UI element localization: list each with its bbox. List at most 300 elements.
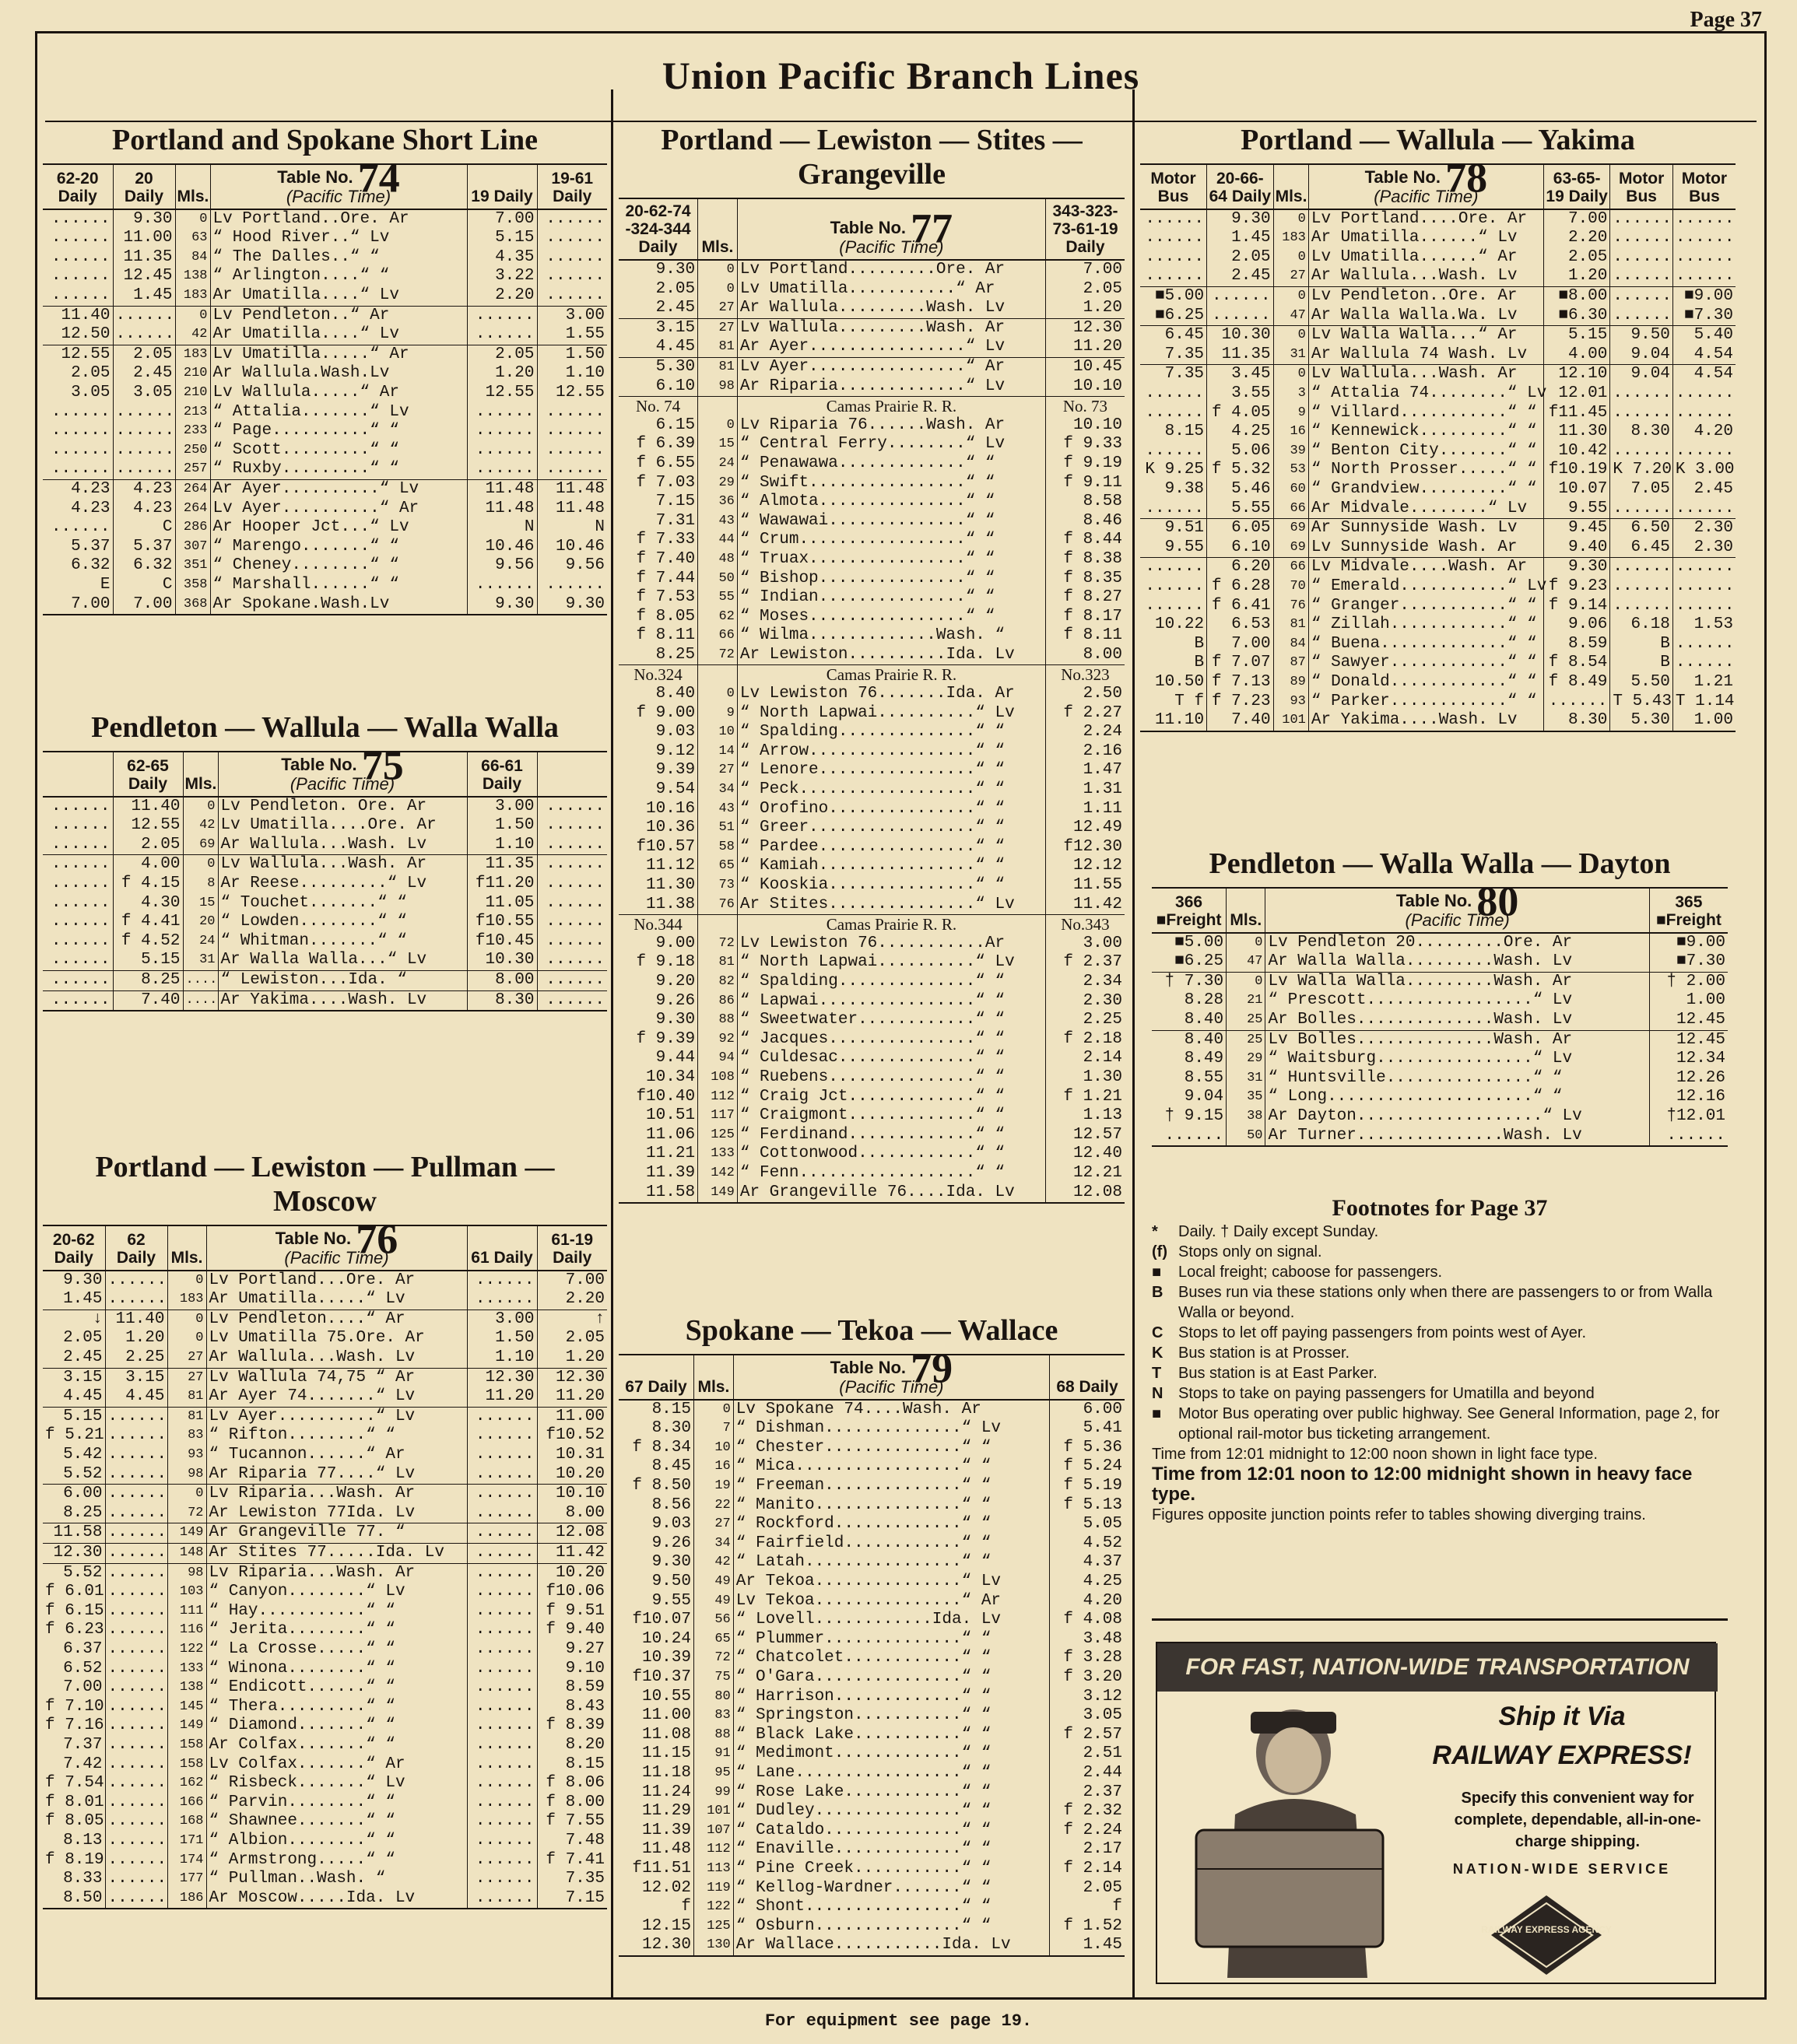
time-cell: K 9.25 [1145,461,1205,479]
time-cell: 6.37 [63,1639,103,1658]
miles-cell: 87 [1273,654,1308,673]
pacific-time-label: (Pacific Time) [286,186,391,206]
time-cell: ...... [1145,441,1205,460]
railway-express-logo-icon [1481,1892,1612,1978]
footnote-key: (f) [1152,1243,1167,1260]
time-cell: f 8.00 [537,1793,607,1813]
table-row [619,1706,1125,1726]
time-cell: f 5.13 [1050,1496,1125,1516]
table-number: 78 [1445,154,1488,202]
table-row [1140,500,1736,519]
time-cell: 2.25 [105,1348,167,1368]
station-cell: Lv Portland...Ore. Ar [206,1271,467,1291]
station-cell: “ Osburn...............“ “ [733,1917,1049,1937]
time-cell: ...... [113,441,175,461]
ad-line-2: RAILWAY EXPRESS! [1432,1741,1692,1770]
miles-cell: 81 [1273,615,1308,635]
footnotes [1152,1195,1728,1525]
miles-cell: 177 [167,1870,206,1889]
station-cell: “ Endicott......“ “ [206,1678,467,1698]
time-cell: ...... [1145,247,1205,266]
station-cell: “ O'Gara...............“ “ [733,1668,1049,1688]
time-cell: f 8.05 [45,1812,104,1831]
time-cell: 7.40 [113,990,183,1011]
station-cell: “ Shont................“ “ [733,1898,1049,1917]
table-row [619,1088,1125,1107]
table-row [619,723,1125,742]
time-cell: 8.40 [1152,1030,1227,1050]
table-name-header [733,1345,1049,1400]
time-cell: ...... [51,422,111,440]
table-row [1140,577,1736,597]
table-74-section [43,117,607,615]
miles-cell: 43 [698,512,738,531]
station-cell: “ Parvin........“ “ [206,1793,467,1813]
time-cell: 4.54 [1672,365,1736,384]
time-cell: E [100,575,111,594]
table-row [43,1736,607,1755]
miles-cell: 91 [693,1744,733,1764]
time-cell: 12.45 [113,267,175,286]
miles-cell: 122 [693,1898,733,1917]
column-header: Mls. [175,164,210,209]
column-header: 20 Daily [113,164,175,209]
time-cell: 11.48 [537,480,607,500]
time-cell: f10.55 [467,913,537,932]
table-row [619,1592,1125,1611]
time-cell: f 8.19 [45,1850,104,1869]
time-cell: 2.45 [63,1348,103,1367]
miles-cell: 112 [698,1088,738,1107]
footnote-item [1152,1242,1728,1262]
time-cell: ...... [1140,558,1207,577]
time-cell: ...... [467,1271,537,1291]
table-row [43,1329,607,1348]
time-cell: 9.45 [1543,519,1610,538]
miles-cell: 65 [698,857,738,876]
station-cell: Lv Midvale....Wash. Ar [1308,558,1543,577]
station-cell: Ar Umatilla....“ Lv [210,286,467,306]
table-row [619,588,1125,608]
table-row [619,512,1125,531]
time-cell: ...... [467,1602,537,1622]
time-cell: ...... [537,932,607,952]
ad-line-3: Specify this convenient way for complete, dependable, all-in-one-charge shipping. [1454,1790,1701,1850]
time-cell: 9.56 [537,556,607,576]
time-cell: f 8.27 [1045,588,1125,608]
table-row [619,1496,1125,1516]
time-cell: f 2.57 [1050,1726,1125,1745]
time-cell: ■7.30 [1649,952,1728,972]
station-cell: Ar Wallula.........Wash. Lv [737,299,1045,318]
miles-cell: 130 [693,1936,733,1956]
time-cell: 2.51 [1050,1744,1125,1764]
time-cell: 2.05 [71,364,111,383]
time-cell: No.324 [619,665,698,685]
footnote-item [1152,1383,1728,1404]
time-cell: 11.40 [43,306,113,325]
station-cell: “ Granger...........“ “ [1308,597,1543,616]
time-cell: 2.45 [655,299,696,317]
time-cell: ...... [537,971,607,991]
time-cell: 10.46 [467,538,537,557]
time-cell: 6.15 [655,415,696,434]
station-cell: Ar Yakima....Wash. Lv [218,990,467,1011]
column-header: 62 Daily [105,1225,167,1271]
time-cell: 1.50 [467,1329,537,1348]
table-row [1152,1069,1728,1089]
table-row [43,1774,607,1793]
table-row [1152,991,1728,1011]
table-row [43,816,607,836]
station-cell: Camas Prairie R. R. [737,665,1045,685]
time-cell: 3.22 [467,267,537,286]
station-cell: “ Plummer..............“ “ [733,1630,1049,1650]
station-cell: “ Villard...........“ “ [1308,404,1543,423]
time-cell: 9.04 [1610,345,1673,365]
miles-cell: 73 [698,876,738,896]
table-row [619,626,1125,646]
time-cell: 9.30 [63,1271,103,1289]
time-cell: 11.20 [537,1387,607,1407]
time-cell: ...... [51,951,111,969]
table-row [619,1821,1125,1841]
time-cell: N [467,518,537,538]
table-row [619,1649,1125,1668]
table-row [1140,248,1736,268]
station-cell: “ Armstrong.....“ “ [206,1851,467,1870]
table-row [619,819,1125,838]
miles-cell: 257 [175,460,210,479]
time-cell: 4.30 [113,894,183,913]
time-cell: No.323 [1045,665,1125,685]
miles-cell: 81 [698,357,738,377]
station-cell: “ Emerald...........“ Lv [1308,577,1543,597]
table-79-title: Spokane — Tekoa — Wallace [685,1314,1058,1347]
time-cell: 8.59 [537,1678,607,1698]
table-row [1140,480,1736,500]
miles-cell: 213 [175,403,210,422]
time-cell: 8.00 [537,1504,607,1523]
footnote-item [1152,1282,1728,1323]
station-cell: Ar Midvale........“ Lv [1308,500,1543,519]
miles-cell: 27 [1273,267,1308,286]
ad-line-1: Ship it Via [1498,1702,1626,1731]
time-cell: ...... [1207,307,1274,326]
miles-cell: 29 [698,474,738,493]
table-77-title: Portland — Lewiston — Stites — Grangeville [661,124,1083,191]
time-cell: 11.30 [1543,422,1610,442]
time-cell: T 1.14 [1672,692,1736,712]
time-cell: 10.10 [1045,377,1125,397]
time-cell: ...... [537,441,607,461]
miles-cell: 80 [693,1688,733,1707]
time-cell: f 8.50 [632,1477,691,1495]
station-cell: “ Lovell............Ida. Lv [733,1611,1049,1630]
time-cell: ...... [51,229,111,247]
table-row [619,531,1125,550]
miles-cell: 31 [1227,1069,1265,1089]
miles-cell: 0 [1273,248,1308,268]
column-divider-right [1132,89,1135,2000]
time-cell: f 7.55 [537,1812,607,1832]
miles-cell: 75 [693,1668,733,1688]
time-cell: f 5.24 [1050,1457,1125,1477]
time-cell: ...... [467,1640,537,1660]
table-row [619,704,1125,724]
time-cell: 6.00 [43,1485,105,1504]
table-row [43,1602,607,1622]
station-cell: Camas Prairie R. R. [737,915,1045,934]
table-row [43,1640,607,1660]
station-cell: Lv Umatilla.....“ Ar [210,345,467,364]
time-cell: 9.56 [467,556,537,576]
time-cell: 12.49 [1045,819,1125,838]
table-row [1152,1030,1728,1050]
time-cell: 8.00 [1045,646,1125,665]
miles-cell: 116 [167,1621,206,1640]
time-cell: ...... [537,894,607,913]
miles-cell: 0 [698,260,738,280]
column-header: Motor Bus [1672,164,1736,209]
time-cell: ...... [113,325,175,345]
footnote-key: N [1152,1385,1163,1402]
time-cell: 9.50 [1610,326,1673,345]
station-cell: “ Springston...........“ “ [733,1706,1049,1726]
miles-cell: 10 [693,1439,733,1458]
table-row [1140,635,1736,654]
footnote-text: Daily. † Daily except Sunday. [1178,1223,1379,1240]
table-number: 76 [356,1215,398,1263]
time-cell: 11.58 [43,1523,105,1544]
time-cell: ...... [1610,597,1673,616]
miles-cell: 44 [698,531,738,550]
footnote-key: B [1152,1284,1163,1301]
time-cell: ...... [113,422,175,441]
column-header: 68 Daily [1050,1355,1125,1400]
station-cell: “ Kellog-Wardner.......“ “ [733,1879,1049,1899]
time-cell: 3.05 [1050,1706,1125,1726]
table-row [619,474,1125,493]
time-cell: ...... [1672,577,1736,597]
time-cell: 6.00 [1050,1400,1125,1420]
time-cell: f [1050,1898,1125,1917]
time-cell: ...... [105,1755,167,1775]
station-cell: “ Wilma.............Wash. “ [737,626,1045,646]
station-cell: “ Rose Lake............“ “ [733,1783,1049,1803]
table-row [43,971,607,991]
time-cell: 9.30 [651,1553,691,1572]
time-cell: f 9.51 [537,1602,607,1622]
table-76-section [43,1144,607,1909]
page-footer: For equipment see page 19. [764,2011,1033,2031]
time-cell: 3.00 [467,1309,537,1329]
time-cell: ...... [51,518,111,537]
station-cell: “ Marengo.......“ “ [210,538,467,557]
time-cell: f 6.23 [45,1621,104,1639]
time-cell: f10.06 [537,1583,607,1602]
time-cell: f 9.33 [1045,435,1125,454]
table-row [43,267,607,286]
pacific-time-label: (Pacific Time) [1374,186,1479,206]
table-row [1152,1011,1728,1030]
table-row [1140,654,1736,673]
time-cell: ...... [537,836,607,855]
miles-cell: 70 [1273,577,1308,597]
time-cell: f 7.44 [636,569,696,587]
miles-cell: 99 [693,1783,733,1803]
station-cell: Lv Bolles..............Wash. Ar [1265,1030,1649,1050]
table-row [619,838,1125,857]
time-cell: 12.55 [113,816,183,836]
time-cell: 11.20 [1045,338,1125,357]
table-80 [1152,878,1728,1147]
table-row [43,518,607,538]
time-cell: f 8.39 [537,1716,607,1736]
table-row [1140,365,1736,384]
table-number: 77 [911,205,953,252]
miles-cell: 101 [693,1802,733,1821]
station-cell: Lv Walla Walla.........Wash. Ar [1265,972,1649,991]
miles-cell: 63 [175,229,210,248]
table-row [619,953,1125,973]
time-cell: 10.16 [646,799,696,818]
time-cell: 10.24 [641,1629,691,1648]
time-cell: ...... [537,913,607,932]
time-cell: 7.00 [1207,635,1274,654]
miles-cell: 27 [693,1515,733,1534]
time-cell: ...... [105,1544,167,1564]
table-row [43,595,607,615]
pacific-time-label: (Pacific Time) [1405,910,1510,930]
footnote-item [1152,1262,1728,1282]
time-cell: f 7.07 [1207,654,1274,673]
miles-cell: 92 [698,1030,738,1050]
time-cell: ...... [51,440,111,459]
table-row [43,1446,607,1465]
miles-cell: 108 [698,1068,738,1088]
time-cell: ...... [1145,384,1205,403]
miles-cell: 186 [167,1889,206,1909]
miles-cell: 210 [175,384,210,403]
miles-cell: 55 [698,588,738,608]
miles-cell: .... [183,971,218,991]
footnote-junction: Figures opposite junction points refer to tables showing diverging trains. [1152,1506,1646,1523]
miles-cell: 0 [1273,209,1308,230]
time-cell: 11.10 [1140,711,1207,731]
station-cell: “ Kamiah................“ “ [737,857,1045,876]
footnote-text: Stops to take on paying passengers for Umatilla and beyond [1178,1385,1595,1402]
time-cell: 10.36 [646,819,696,837]
table-row [1140,711,1736,731]
time-cell: 12.45 [1649,1011,1728,1030]
time-cell: 2.45 [113,364,175,384]
miles-cell: 20 [183,913,218,932]
time-cell: 11.48 [641,1840,691,1859]
station-cell: Lv Wallula.........Wash. Ar [737,318,1045,338]
time-cell: 11.12 [646,857,696,875]
table-row [1140,615,1736,635]
time-cell: f10.19 [1543,461,1610,480]
station-cell: “ Lenore................“ “ [737,761,1045,780]
station-cell: Ar Spokane.Wash.Lv [210,595,467,615]
time-cell: 12.40 [1045,1145,1125,1164]
miles-cell: 101 [1273,711,1308,731]
miles-cell: 31 [1273,345,1308,365]
time-cell: 1.00 [1649,991,1728,1011]
miles-cell: 60 [1273,480,1308,500]
time-cell: 11.15 [641,1744,691,1763]
station-cell: “ Benton City.......“ “ [1308,442,1543,461]
miles-cell: 183 [175,286,210,306]
table-row [1140,597,1736,616]
time-cell: ...... [467,1774,537,1793]
time-cell: ...... [105,1426,167,1446]
time-cell: 2.20 [537,1290,607,1309]
miles-cell: 25 [1227,1030,1265,1050]
time-cell: 11.42 [1045,896,1125,915]
table-number: 80 [1476,878,1519,925]
station-cell: Lv Pendleton..Ore. Ar [1308,287,1543,307]
miles-cell: 93 [167,1446,206,1465]
time-cell: 3.00 [1045,934,1125,954]
station-cell: Lv Lewiston 76.......Ida. Ar [737,685,1045,704]
time-cell: 8.43 [537,1698,607,1717]
miles-cell: 0 [1273,287,1308,307]
table-row [1140,673,1736,692]
time-cell: 9.04 [1610,365,1673,384]
column-divider-left [611,89,613,2000]
time-cell: 2.05 [467,345,537,364]
time-cell: 12.26 [1649,1069,1728,1089]
table-78-title: Portland — Wallula — Yakima [1241,124,1635,156]
time-cell: ...... [105,1889,167,1909]
time-cell: 5.52 [63,1464,103,1483]
time-cell: 5.37 [113,538,175,557]
miles-cell: 0 [1273,365,1308,384]
footnote-item [1152,1323,1728,1343]
time-cell: 7.15 [537,1889,607,1909]
time-cell: 1.47 [1045,761,1125,780]
table-row [1152,972,1728,991]
station-cell: “ Thera.........“ “ [206,1698,467,1717]
time-cell: ...... [105,1678,167,1698]
table-row [1140,558,1736,577]
table-77 [619,198,1125,1204]
time-cell: f 8.05 [636,607,696,626]
station-cell: “ Black Lake...........“ “ [733,1726,1049,1745]
time-cell: ...... [105,1407,167,1426]
table-row [619,1860,1125,1879]
miles-cell: 84 [175,248,210,268]
time-cell: 2.05 [113,836,183,855]
time-cell: 2.17 [1050,1840,1125,1860]
miles-cell: 72 [698,934,738,954]
time-cell: 3.55 [1207,384,1274,404]
station-cell: “ Bishop...............“ “ [737,570,1045,589]
time-cell: 1.10 [537,364,607,384]
table-no-label: Table No. [275,1229,356,1248]
time-cell: ...... [105,1851,167,1870]
time-cell: 2.45 [1672,480,1736,500]
miles-cell: 81 [698,953,738,973]
table-row [619,1572,1125,1592]
time-cell: C [113,518,175,538]
time-cell: 12.30 [43,1544,105,1564]
miles-cell: 0 [167,1485,206,1504]
table-row [43,1407,607,1426]
table-row [43,500,607,519]
